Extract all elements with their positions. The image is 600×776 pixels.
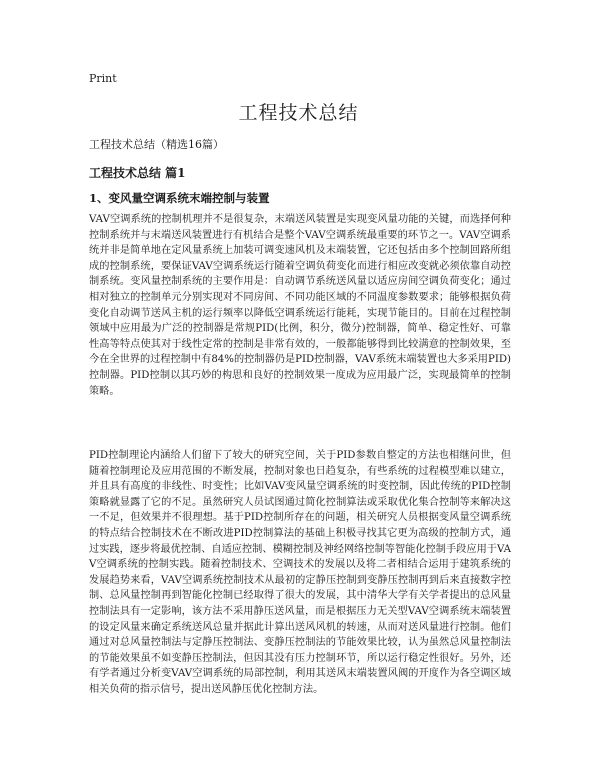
body-paragraph-1: VAV空调系统的控制机理并不是很复杂，末端送风装置是实现变风量功能的关键，而选择何种控制系统并与末端送风装置进行有机结合是整个VAV空调系统最重要的环节之一。VAV空调系统并非是简单地在定风量系统上加装可调变速风机及末端装置，它还包括由多个控制回路所组成的控制系统，要保证VAV空调系统运行随着空调负荷变化而进行相应改变就必须依靠自动控制系统。变风量控制系统的主要作用是：自动调节系统送风量以适应房间空调负荷变化；通过相对独立的控制单元分别实现对不同房间、不同功能区域的不同温度参数要求；能够根据负荷变化自动调节送风主机的运行频率以降低空调系统运行能耗，实现节能目的。目前在过程控制领域中应用最为广泛的控制器是常规PID(比例，积分，微分)控制器，简单、稳定性好、可靠性高等特点使其对于线性定常的控制是非常有效的，一般都能够得到比较满意的控制效果，至今在全世界的过程控制中有84%的控制器仍是PID控制器，VAV系统末端装置也大多采用PID)控制器。PID控制以其巧妙的构思和良好的控制效果一度成为应用最广泛，实现最简单的控制策略。 (89, 214, 511, 397)
sub-heading: 1、变风量空调系统末端控制与装置 (89, 191, 270, 205)
document-title: 工程技术总结 (238, 102, 359, 124)
document-subtitle: 工程技术总结（精选16篇） (89, 138, 224, 151)
section-heading: 工程技术总结 篇1 (89, 166, 186, 180)
print-link[interactable]: Print (89, 72, 117, 85)
body-paragraph-2: PID控制理论内涵给人们留下了较大的研究空间，关于PID参数自整定的方法也相继问世，但随着控制理论及应用范围的不断发展，控制对象也日趋复杂，有些系统的过程模型难以建立，并且具有高度的非线性、时变性；比如VAV变风量空调系统的时变控制，因此传统的PID控制策略就显露了它的不足。虽然研究人员试图通过简化控制算法或采取优化集合控制等来解决这一不足，但效果并不很理想。基于PID控制所存在的问题，相关研究人员根据变风量空调系统的特点结合控制技术在不断改进PID控制算法的基础上积极寻找其它更为高级的控制方式，通过实践，逐步将最优控制、自适应控制、模糊控制及神经网络控制等智能化控制手段应用于VAV空调系统的控制实践。随着控制技术、空调技术的发展以及将二者相结合运用于建筑系统的发展趋势来看，VAV空调系统控制技术从最初的定静压控制到变静压控制再到后来直接数字控制、总风量控制再到智能化控制已经取得了很大的发展，其中清华大学有关学者提出的总风量控制法具有一定影响，该方法不采用静压送风量，而是根据压力无关型VAV空调系统末端装置的设定风量来确定系统送风总量并据此计算出送风风机的转速，从而对送风量进行控制。他们通过对总风量控制法与定静压控制法、变静压控制法的节能效果比较，认为虽然总风量控制法的节能效果虽不如变静压控制法，但因其没有压力控制环节，所以运行稳定性很好。另外，还有学者通过分析变VAV空调系统的局部控制，利用其送风末端装置风阀的开度作为各空调区域相关负荷的指示信号，提出送风静压优化控制方法。 (89, 450, 511, 695)
